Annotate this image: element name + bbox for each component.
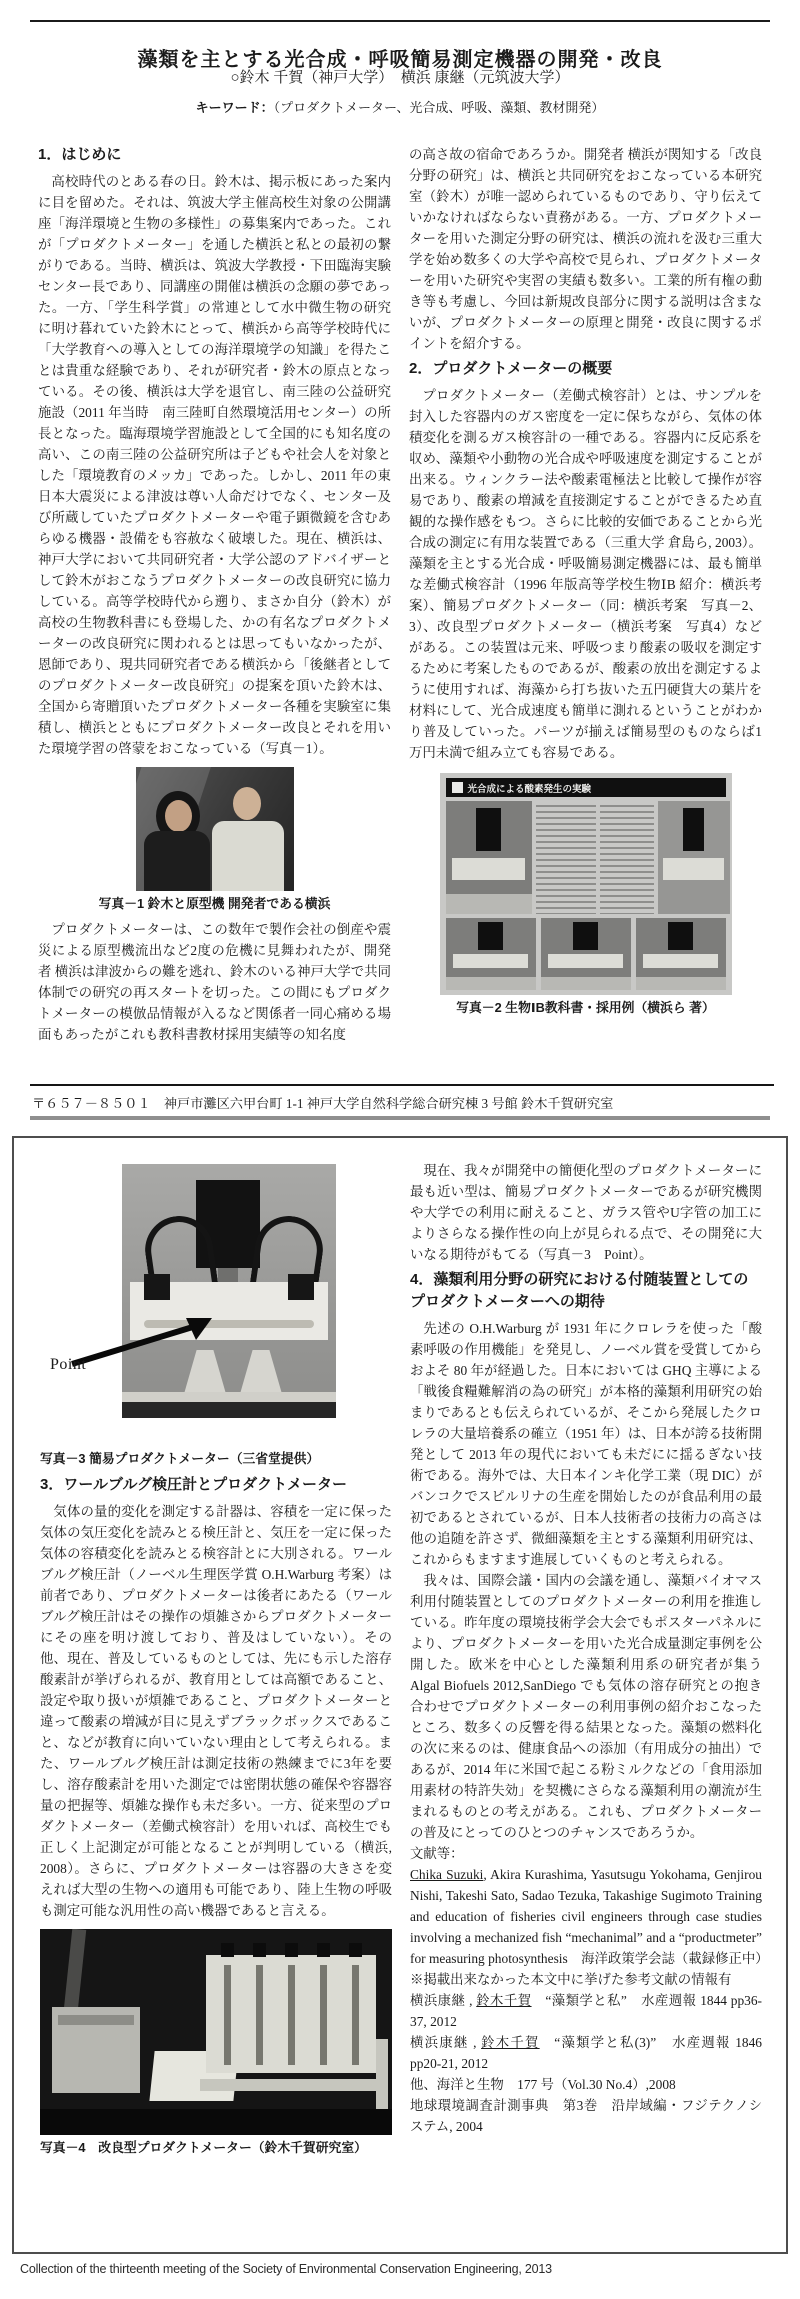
photo2-caption: 写真－2 生物ⅠB教科書・採用例（横浜ら 著） bbox=[456, 1000, 715, 1015]
point-arrow bbox=[64, 1310, 216, 1372]
photo3-clamp-left bbox=[144, 1274, 170, 1300]
manometer-cap bbox=[253, 1943, 266, 1957]
apparatus-bar bbox=[453, 954, 529, 968]
section1-heading: 1．はじめに bbox=[38, 146, 122, 163]
crisis-paragraph-right: の高さ故の宿命であろうか。開発者 横浜が関知する「改良分野の研究」は、横浜と共同研究をおこなっている本研究室（鈴木）が唯一認められているものであり、守り伝えていかなければならない責務がある。一方、プロダクトメーターを用いた測定分野の研究は、横浜の流れを汲む三重大学を始め数多くの大学や高校で見られ、プロダクトメーターを用いた研究や実習の実績も数多い。工業的所有権の動き等も考慮し、今回は新規改良部分に関する説明は含まないが、プロダクトメーターの原理と開発・改良に関するポイントを紹介する。 bbox=[409, 147, 762, 351]
manometer-cap bbox=[221, 1943, 234, 1957]
photo3-clamp-right bbox=[288, 1274, 314, 1300]
page2-columns bbox=[40, 1160, 764, 2163]
page1-bottom-rule bbox=[30, 1116, 770, 1120]
manometer-column bbox=[288, 1965, 295, 2065]
reference-item: 地球環境調査計測事典 第3巻 沿岸域編・フジテクノシステム, 2004 bbox=[410, 2098, 762, 2134]
section3-paragraph: 気体の量的変化を測定する計器は、容積を一定に保った気体の気圧変化を読みとる検圧計と、気圧を一定に保った気体の容積変化を読みとる検容計とに大別される。ワールブルグ検圧計（ノーベル生理医学賞 O.H.Warburg 考案）は前者であり、プロダクトメーターは後者にあたる（ワールブルグ検圧計はその操作の煩雑さからプロダクトメーターにその座を明け渡しており、普及はしていない）。その他、現在、普及しているものとしては、先にも示した溶存酸素計が挙げられるが、教育用としては高額であること、設定や取り扱いが煩雑であること、プロダクトメーターと違って酸素の増減が目に見えずブラックボックスであること、などが教育に向いていない理由として考えられる。また、ワールブルグ検圧計は測定技術の熟練までに3年を要し、溶存酸素計を用いた測定では密閉状態の確保や容器容量の把握等、煩雑な操作も未だ多い。一方、従来型のプロダクトメーター（差働式検容計）を用いれば、高校生でも正しく上記測定が可能となることが判明している（横浜, 2008）。さらに、プロダクトメーターは容器の大きさを変えれば大型の生物への適用も可能であり、陸上生物の呼吸も測定可能な汎用性の高い機器であると言える。 bbox=[40, 1504, 392, 1918]
photo3-simple-productmeter bbox=[122, 1164, 336, 1418]
photo2-text-block bbox=[600, 801, 654, 914]
page1-columns bbox=[38, 144, 762, 1045]
photo3-shelf-shadow bbox=[122, 1402, 336, 1418]
manometer-column bbox=[320, 1965, 327, 2065]
photo2-panel bbox=[636, 918, 726, 990]
photo3-caption: 写真－3 簡易プロダクトメーター（三省堂提供） bbox=[40, 1451, 320, 1466]
reference-author-underlined: Chika Suzuki bbox=[410, 1867, 484, 1882]
manometer-column bbox=[256, 1965, 263, 2065]
section4-paragraph1: 先述の O.H.Warburg が 1931 年にクロレラを使った「酸素呼吸の作用機能」を発見し、ノーベル賞を受賞してからおよそ 80 年が経過した。日本においては GHQ 主導による「戦後食糧難解消の為の研究」が本格的藻類利用研究の始まりであるとも伝えられているが、そこから発展したクロレラの大量培養系の確立（1951 年）は、日本が誇る技術開発として 2013 年の現代においても未だにに揺るぎない技術である。海外では、大日本インキ化学工業（現 DIC）がバンコクでスピルリナの生産を開始したのが食品利用の最初であるとされているが、日本人技術者の技術力の高さは他の追随を許さず、微細藻類を主とする藻類利用研究は、これからもますます進展していくものと考えられる。 bbox=[410, 1321, 762, 1567]
reference-text: 横浜康継 , bbox=[410, 2035, 482, 2050]
references-label: 文献等： bbox=[410, 1846, 464, 1861]
photo1-person-right-body bbox=[212, 821, 284, 891]
reference-text: , Akira Kurashima, Yasutsugu Yokohama, Genjirou Nishi, Takeshi Sato, Sadao Tezuka, Takashige Sugimoto Training and education of fisheries civil engineers through case studies involving a mechanized fish “mechanimal” and a “productmeter” for measuring photosynthesis 海洋政策学会誌（載録修正中）※掲載出来なかった本文中に挙げた参考文献の情報有 bbox=[410, 1867, 762, 1987]
page1-top-rule bbox=[30, 20, 770, 22]
photo2-panel bbox=[541, 918, 631, 990]
apparatus-base bbox=[636, 977, 726, 990]
photo2-header-title: 光合成による酸素発生の実験 bbox=[467, 783, 592, 795]
reference-text: 横浜康継 , bbox=[410, 1993, 477, 2008]
page2-left-column bbox=[40, 1160, 392, 2163]
photo4-improved-productmeter bbox=[40, 1929, 392, 2135]
photo2-panel bbox=[658, 801, 730, 914]
photo4-left-device bbox=[52, 2007, 140, 2093]
photo3-flask-right bbox=[240, 1350, 282, 1394]
section3-heading: 3．ワールブルグ検圧計とプロダクトメーター bbox=[40, 1476, 347, 1493]
page1-right-column bbox=[409, 144, 762, 1045]
photo1-researchers bbox=[136, 767, 294, 891]
apparatus-base bbox=[446, 977, 536, 990]
reference-text: “藻類学と私” 水産週報 1844 pp36-37, 2012 bbox=[410, 1993, 762, 2029]
contact-address: 〒６５７－８５０１ 神戸市灘区六甲台町 1-1 神戸大学自然科学総合研究棟 3 号館 鈴木千賀研究室 bbox=[30, 1084, 774, 1119]
apparatus-bar bbox=[663, 858, 724, 881]
reference-item bbox=[410, 2032, 762, 2074]
photo1-person-right-head bbox=[233, 787, 261, 820]
photo4-table-edge bbox=[40, 2109, 392, 2135]
apparatus-plate bbox=[573, 922, 598, 949]
reference-item bbox=[410, 1864, 762, 1990]
apparatus-plate bbox=[476, 808, 500, 851]
keywords-list: （プロダクトメーター、光合成、呼吸、藻類、教材開発） bbox=[273, 100, 605, 115]
proceedings-footer: Collection of the thirteenth meeting of the Society of Environmental Conservation Engineering, 2013 bbox=[20, 2262, 552, 2276]
section4-heading: 4．藻類利用分野の研究における付随装置としてのプロダクトメーターへの期待 bbox=[410, 1271, 749, 1310]
manometer-cap bbox=[285, 1943, 298, 1957]
photo1-person-left-body bbox=[144, 831, 210, 891]
photo4-frame-beam bbox=[200, 2079, 382, 2091]
photo2-bottom-row bbox=[446, 918, 726, 990]
apparatus-bar bbox=[548, 954, 624, 968]
photo3-shelf bbox=[122, 1392, 336, 1402]
manometer-cap bbox=[317, 1943, 330, 1957]
photo1-caption: 写真－1 鈴木と原型機 開発者である横浜 bbox=[98, 896, 331, 911]
keywords-label: キーワード： bbox=[195, 100, 274, 115]
authors-line: ○鈴木 千賀（神戸大学） 横浜 康継（元筑波大学） bbox=[230, 70, 570, 86]
apparatus-base bbox=[541, 977, 631, 990]
manometer-cap bbox=[349, 1943, 362, 1957]
reference-item bbox=[410, 1990, 762, 2032]
manometer-column bbox=[352, 1965, 359, 2065]
paper-title: 藻類を主とする光合成・呼吸簡易測定機器の開発・改良 bbox=[137, 49, 663, 72]
apparatus-plate bbox=[668, 922, 693, 949]
page1-left-column bbox=[38, 144, 391, 1045]
photo4-manometer-rack bbox=[206, 1955, 376, 2073]
section4-paragraph2: 我々は、国際会議・国内の会議を通し、藻類バイオマス利用付随装置としてのプロダクトメーターの利用を推進している。昨年度の環境技術学会大会でもポスターパネルにより、プロダクトメーターを用いた光合成量測定事例を公開した。欧米を中心とした藻類利用系の研究者が集う Algal Biofuels 2012,SanDiego でも気体の溶存研究との抱き合わせでプロダクトメーターの利用事例の紹介おこなったところ、数多くの反響を得る結果となった。藻類の燃料化の次に来るのは、健康食品への添加（有用成分の抽出）であるが、2014 年に米国で起こる粉ミルクなどの「食用添加用素材の特許失効」を契機にさらなる藻類利用の潮流が生まれるものとの考えがある。これも、プロダクトメーターの普及にとってのひとつのチャンスであろうか。 bbox=[410, 1573, 762, 1840]
apparatus-plate bbox=[683, 808, 703, 851]
apparatus-plate bbox=[478, 922, 503, 949]
section1-paragraph: 高校時代のとある春の日。鈴木は、掲示板にあった案内に目を留めた。それは、筑波大学主催高校生対象の公開講座「海洋環境と生物の多様性」の募集案内であった。これが「プロダクトメーター」を通した横浜と私との最初の繋がりである。当時、横浜は、筑波大学教授・下田臨海実験センター長であり、同講座の開催は横浜の念願の夢であった。一方、「学生科学賞」の常連として水中微生物の研究に明け暮れていた鈴木にとって、横浜から高等学校時代に「大学教育への導入としての海洋環境学の知識」を得たことは貴重な経験であり、それが研究者・鈴木の原点となっている。その後、横浜は大学を退官し、南三陸の公益研究施設（2011 年当時 南三陸町自然環境活用センター）の所長となった。臨海環境学習施設として全国的にも知名度の高い、この南三陸の公益研究所は子どもや社会人を対象とした「環境教育のメッカ」であった。しかし、2011 年の東日本大震災による津波は尊い人命だけでなく、センター及び所蔵していたプロダクトメーターや電子顕微鏡を含むあらゆる機器・設備をも容赦なく破壊した。現在、横浜は、神戸大学において共同研究者・大学公認のアドバイザーとして鈴木がおこなうプロダクトメーターの改良研究に協力している。高等学校時代から遡り、まさか自分（鈴木）が高校の生物教科書にも登場した、かの有名なプロダクトメーターの改良研究に関われるとは思ってもいなかったが、恩師であり、現共同研究者である横浜から「後継者としてのプロダクトメーター改良研究」の提案を頂いた鈴木は、全国から寄贈頂いたプロダクトメーター各種を実験室に集積し、横浜とともにプロダクトメーター改良とそれを用いた環境学習の啓蒙をおこなっている（写真－1）。 bbox=[38, 174, 391, 756]
development-paragraph: 現在、我々が開発中の簡便化型のプロダクトメーターに最も近い型は、簡易プロダクトメーターであるが研究機関や大学での利用に耐えること、ガラス管やU字管の加工によりさらなる操作性の向上が見られる点で、その開発に大いなる期待がもてる（写真－3 Point）。 bbox=[410, 1163, 762, 1262]
photo2-top-row bbox=[446, 801, 726, 914]
apparatus-bar bbox=[643, 954, 719, 968]
manometer-column bbox=[224, 1965, 231, 2065]
apparatus-bar bbox=[452, 858, 524, 881]
photo1-person-left-head bbox=[165, 800, 192, 832]
page2-right-column bbox=[410, 1160, 762, 2163]
apparatus-base bbox=[446, 894, 532, 914]
reference-author-underlined: 鈴木千賀 bbox=[476, 1993, 532, 2008]
figure-number-badge bbox=[452, 782, 463, 793]
section2-heading: 2．プロダクトメーターの概要 bbox=[409, 360, 613, 377]
reference-author-underlined: 鈴木千賀 bbox=[481, 2035, 540, 2050]
point-label: Point bbox=[50, 1356, 87, 1373]
keywords-line bbox=[0, 97, 800, 116]
reference-item: 他、海洋と生物 177 号（Vol.30 No.4）,2008 bbox=[410, 2077, 676, 2092]
photo2-panel bbox=[446, 918, 536, 990]
crisis-paragraph-left: プロダクトメーターは、この数年で製作会社の倒産や震災による原型機流出など2度の危機に見舞われたが、開発者 横浜は津波からの難を逃れ、鈴木のいる神戸大学で共同体制での研究の再スタートを切った。この間にもプロダクトメーターの模倣品情報が入るなど関係者一同心痛める場面もあったがこれも教科書教材採用実績等の知名度 bbox=[38, 922, 391, 1042]
photo2-textbook-page bbox=[440, 773, 732, 995]
photo2-header-bar bbox=[446, 778, 726, 797]
photo3-block bbox=[40, 1160, 392, 1446]
photo2-text-block bbox=[536, 801, 596, 914]
photo2-panel bbox=[446, 801, 532, 914]
section2-paragraph: プロダクトメーター（差働式検容計）とは、サンプルを封入した容器内のガス密度を一定に保ちながら、気体の体積変化を測るガス検容計の一種である。容器内に反応系を収め、藻類や小動物の光合成や呼吸速度を測定することが出来る。ウィンクラー法や酸素電極法と比較して操作が容易であり、酸素の増減を直接測定することができるため直観的な操作感をもつ。さらに比較的安価であることから光合成の測定に有用な装置である（三重大学 倉島ら, 2003）。藻類を主とする光合成・呼吸簡易測定機器には、最も簡単な差働式検容計（1996 年版高等学校生物ⅠB 紹介：横浜考案）、簡易プロダクトメーター（同：横浜考案 写真－2、3）、改良型プロダクトメーター（横浜考案 写真4）などがある。この装置は元来、呼吸つまり酸素の吸収を測定するために考案したものであるが、酸素の放出を測定するように使用すれば、海藻から打ち抜いた五円硬貨大の葉片を材料にして、光合成速度も簡単に測れるということがわかり普及していった。パーツが揃えば簡易型のものならば1万円未満で組み立ても容易である。 bbox=[409, 388, 762, 760]
photo4-caption: 写真－4 改良型プロダクトメーター（鈴木千賀研究室） bbox=[40, 2140, 367, 2155]
reference-text: “藻類学と私(3)” 水産週報 1846 pp20-21, 2012 bbox=[410, 2035, 762, 2071]
page2-frame bbox=[12, 1136, 788, 2254]
